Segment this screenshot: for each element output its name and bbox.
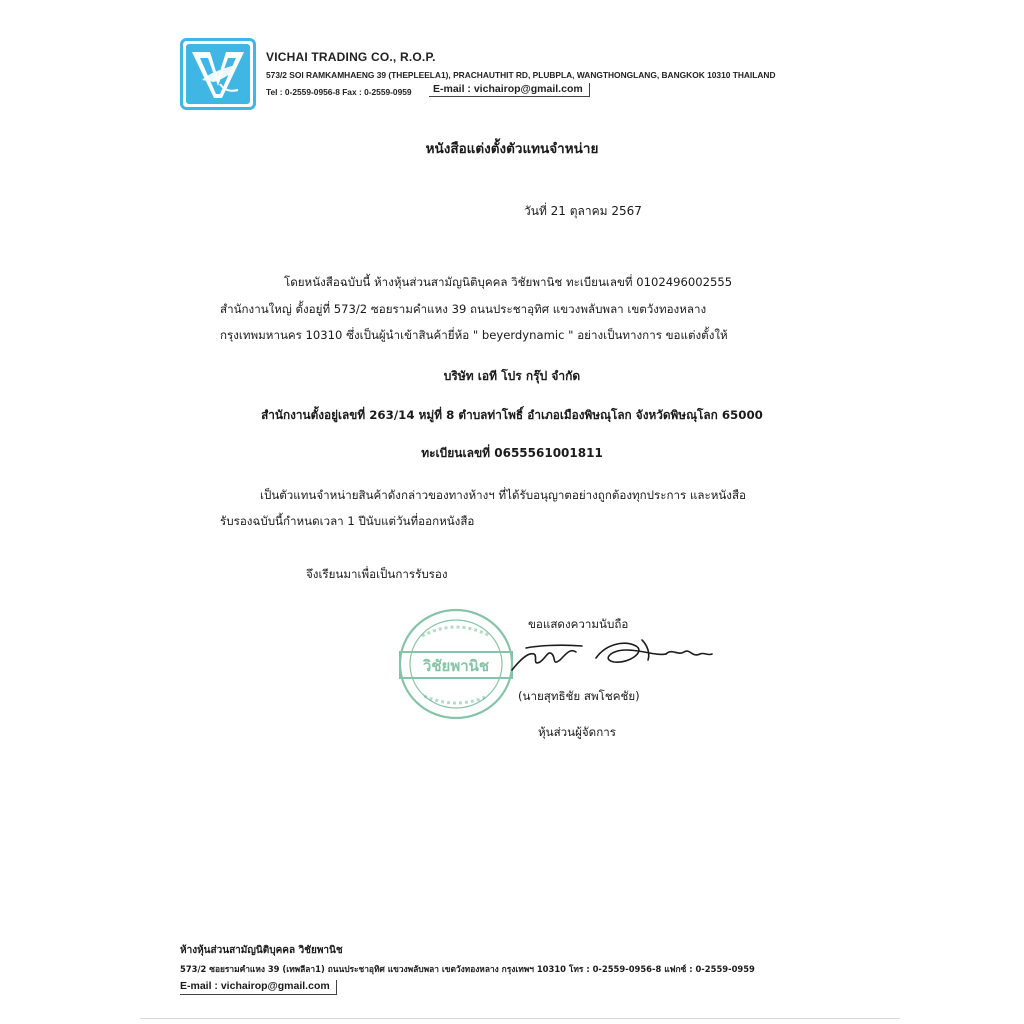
signatory-name: (นายสุทธิชัย สพโชคชัย): [518, 689, 640, 703]
bottom-divider: [140, 1018, 900, 1019]
footer-address: 573/2 ซอยรามคำแหง 39 (เทพลีลา1) ถนนประชาอุทิศ แขวงพลับพลา เขตวังทองหลาง กรุงเทพฯ 10310 โทร : 0-2559-0956-8 แฟกซ์ : 0-2559-0959: [180, 964, 755, 974]
statement-line-1: เป็นตัวแทนจำหน่ายสินค้าดังกล่าวของทางห้างฯ ที่ได้รับอนุญาตอย่างถูกต้องทุกประการ และหนังสือ: [260, 488, 746, 502]
intro-line-2: สำนักงานใหญ่ ตั้งอยู่ที่ 573/2 ซอยรามคำแหง 39 ถนนประชาอุทิศ แขวงพลับพลา เขตวังทองหลาง: [220, 302, 707, 316]
company-logo: [180, 38, 256, 110]
appointee-registration: ทะเบียนเลขที่ 0655561001811: [421, 446, 603, 460]
company-stamp: [396, 606, 516, 722]
company-email: E-mail : vichairop@gmail.com: [429, 83, 590, 97]
regards-text: ขอแสดงความนับถือ: [528, 617, 629, 631]
closing-text: จึงเรียนมาเพื่อเป็นการรับรอง: [306, 567, 448, 581]
document-title: หนังสือแต่งตั้งตัวแทนจำหน่าย: [425, 141, 599, 157]
company-address: 573/2 SOI RAMKAMHAENG 39 (THEPLEELA1), PRACHAUTHIT RD, PLUBPLA, WANGTHONGLANG, BANGKOK 10310 THAILAND: [266, 70, 776, 80]
statement-line-2: รับรองฉบับนี้กำหนดเวลา 1 ปีนับแต่วันที่ออกหนังสือ: [220, 514, 475, 528]
appointee-name: บริษัท เอที โปร กรุ๊ป จำกัด: [443, 369, 581, 383]
intro-line-3: กรุงเทพมหานคร 10310 ซึ่งเป็นผู้นำเข้าสินค้ายี่ห้อ " beyerdynamic " อย่างเป็นทางการ ขอแต่งตั้งให้: [220, 328, 728, 342]
stamp-text: วิชัยพานิช: [422, 657, 490, 675]
company-tel-fax: Tel : 0-2559-0956-8 Fax : 0-2559-0959: [266, 87, 412, 97]
company-name: VICHAI TRADING CO., R.O.P.: [266, 50, 436, 64]
signatory-position: หุ้นส่วนผู้จัดการ: [538, 725, 616, 739]
footer-email: E-mail : vichairop@gmail.com: [180, 980, 337, 995]
intro-line-1: โดยหนังสือฉบับนี้ ห้างหุ้นส่วนสามัญนิติบุคคล วิชัยพานิช ทะเบียนเลขที่ 0102496002555: [284, 275, 733, 289]
handwritten-signature: [506, 630, 716, 680]
document-date: วันที่ 21 ตุลาคม 2567: [524, 204, 642, 218]
appointee-address: สำนักงานตั้งอยู่เลขที่ 263/14 หมู่ที่ 8 ตำบลท่าโพธิ์ อำเภอเมืองพิษณุโลก จังหวัดพิษณุโลก 65000: [261, 408, 763, 422]
footer-company-name: ห้างหุ้นส่วนสามัญนิติบุคคล วิชัยพานิช: [180, 945, 343, 956]
